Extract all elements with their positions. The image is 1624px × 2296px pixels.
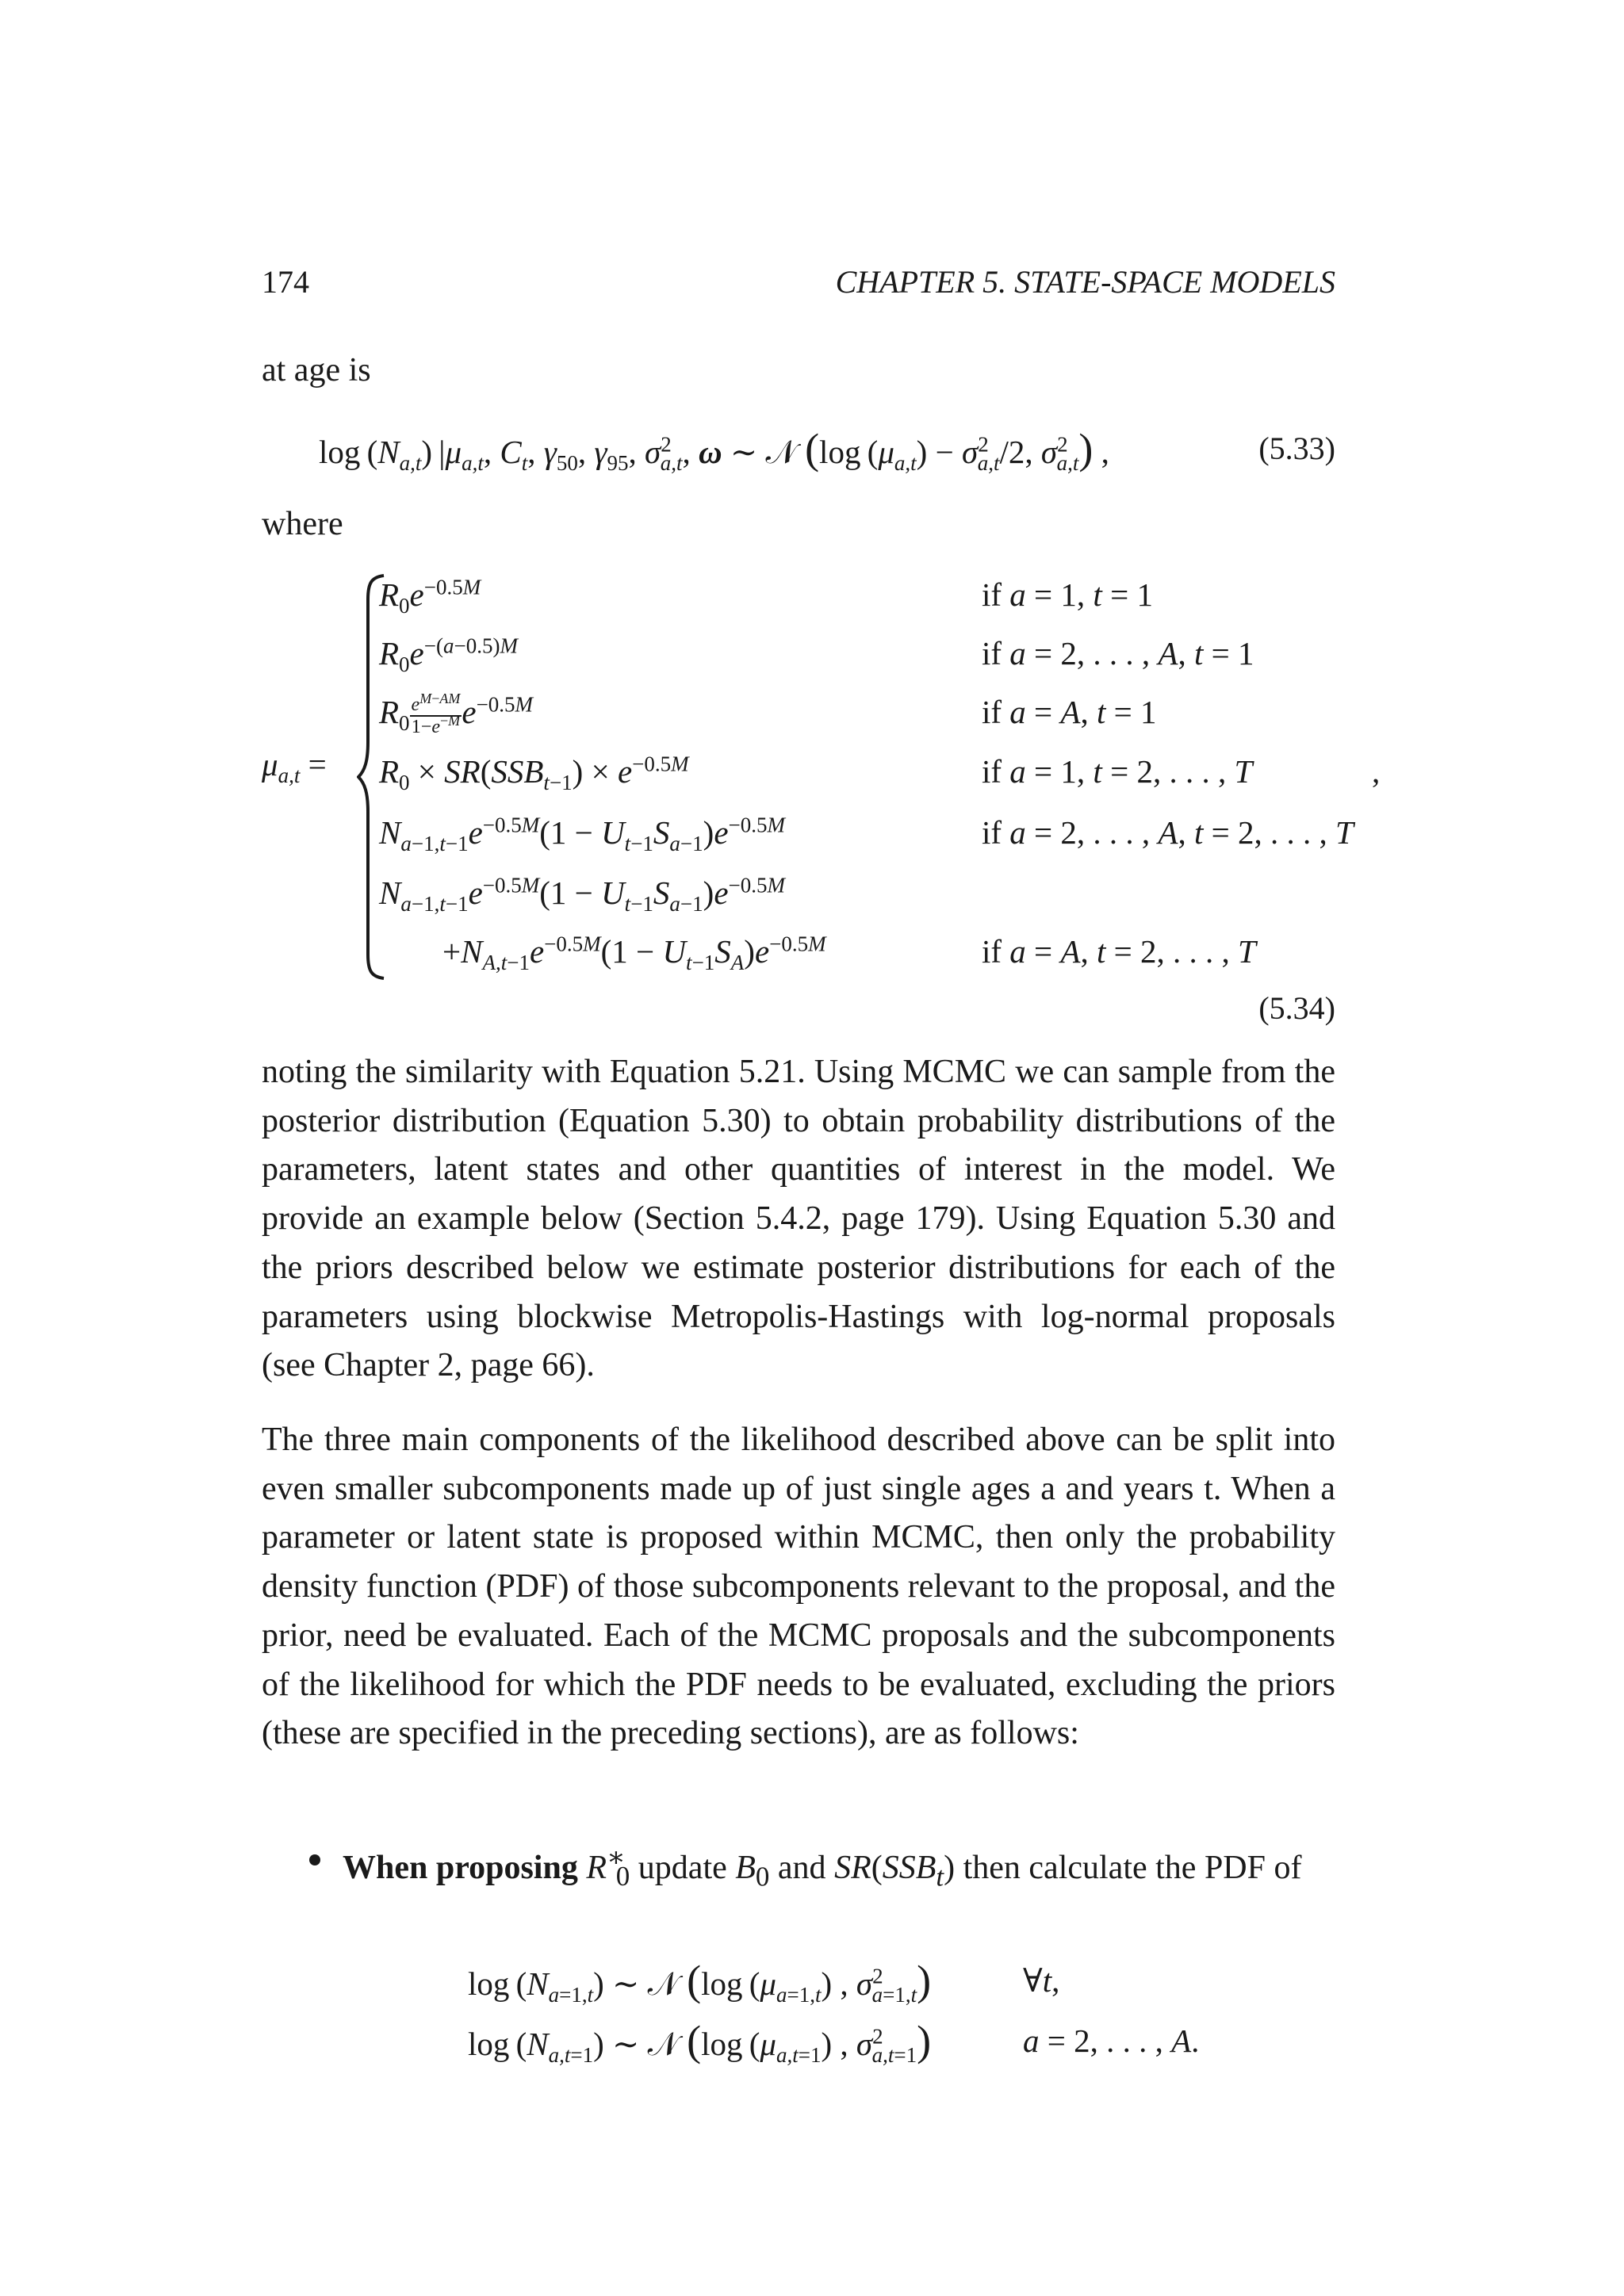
equation-number-5-34: (5.34) <box>1258 990 1335 1026</box>
bullet-item: When proposing $R^∗_0$ update $B_0$ and $SR(SSB_t)$ then calculate the PDF of <box>343 1842 1302 1892</box>
bullet-marker <box>309 1854 320 1866</box>
running-head <box>262 260 1335 304</box>
case-3-cond: if a = A, t = 1 <box>982 694 1157 730</box>
pdf-equation-1: $\log (N_{a=1,t})$ ∼ 𝒩 (log $(\mu_{a=1,t})$ , $\sigma^2_{a=1,t}$) <box>468 1957 932 2007</box>
bullet-text-and: and <box>777 1850 826 1886</box>
paragraph-2: The three main components of the likelihood described above can be split into even smaller subcomponents made up of just single ages a and years t. When a parameter or latent state is proposed within MCMC, then only the probability density function (PDF) of those subcomponents relevant to the proposal, and the prior, need be evaluated. Each of the MCMC proposals and the subcomponents of the likelihood for which the PDF needs to be evaluated, excluding the priors (these are specified in the preceding sections), are as follows: <box>262 1422 1335 1752</box>
equation-5-33: $\log (N_{a,t})$ $|\mu_{a,t}$, $C_t$, $\gamma_{50}$, $\gamma_{95}$, $\sigma^2_{a,t}$, ω ∼ 𝒩 (log $(\mu_{a,t}) - \sigma^2_{a,t}/2$, $\sigma^2_{a,t}$) , <box>319 425 1109 476</box>
equation-number-5-33: (5.33) <box>1258 430 1335 466</box>
case-1-expr: $R_0e^{-0.5M}$ <box>379 575 481 618</box>
case-3-expr: $R_0$ $\frac{e^{M-AM}}{1-e^{-M}}$ $e^{-0.5M}$ <box>379 690 534 737</box>
fraction: $\frac{e^{M-AM}}{1-e^{-M}}$ <box>411 690 461 737</box>
case-2-cond: if a = 2, . . . , A, t = 1 <box>982 635 1254 672</box>
pdf-equation-1-qualifier: ∀t, <box>1023 1962 1060 1999</box>
case-4-expr: $R_0 \times SR(SSB_{t-1}) \times e^{-0.5M}$ <box>379 752 689 795</box>
case-1-cond: if a = 1, t = 1 <box>982 576 1153 613</box>
mu-lhs: $\mu_{a,t}$ = <box>262 746 327 788</box>
pdf-equation-2: $\log (N_{a,t=1})$ ∼ 𝒩 (log $(\mu_{a,t=1})$ , $\sigma^2_{a,t=1}$) <box>468 2017 932 2068</box>
trailing-comma: , <box>1372 753 1381 790</box>
case-4-cond: if a = 1, t = 2, . . . , T <box>982 753 1253 790</box>
intro-text: at age is <box>262 352 371 388</box>
case-6-expr-line2: $+N_{A,t-1}e^{-0.5M}(1 - U_{t-1}S_A)e^{-0.5M}$ <box>442 932 826 975</box>
chapter-title: CHAPTER 5. STATE-SPACE MODELS <box>835 264 1335 300</box>
bullet-text-calc: then calculate the PDF of <box>963 1850 1302 1886</box>
case-5-cond: if a = 2, . . . , A, t = 2, . . . , T <box>982 814 1354 851</box>
bullet-text-update: update <box>638 1850 727 1886</box>
paragraph-1: noting the similarity with Equation 5.21. Using MCMC we can sample from the posterior distribution (Equation 5.30) to obtain probability distributions of the parameters, latent states and other quantities of interest in the model. We provide an example below (Section 5.4.2, page 179). Using Equation 5.30 and the priors described below we estimate posterior distributions for each of the parameters using blockwise Metropolis-Hastings with log-normal proposals (see Chapter 2, page 66). <box>262 1054 1335 1384</box>
where-text: where <box>262 506 343 542</box>
case-6-cond: if a = A, t = 2, . . . , T <box>982 933 1256 970</box>
case-2-expr: $R_0e^{-(a-0.5)M}$ <box>379 633 518 677</box>
case-5-expr: $N_{a-1,t-1}e^{-0.5M}(1 - U_{t-1}S_{a-1})e^{-0.5M}$ <box>379 813 785 856</box>
page-number: 174 <box>262 264 309 300</box>
case-6-expr-line1: $N_{a-1,t-1}e^{-0.5M}(1 - U_{t-1}S_{a-1})e^{-0.5M}$ <box>379 873 785 916</box>
pdf-equation-2-qualifier: a = 2, . . . , A. <box>1023 2022 1200 2059</box>
bullet-bold-lead: When proposing <box>343 1850 578 1886</box>
